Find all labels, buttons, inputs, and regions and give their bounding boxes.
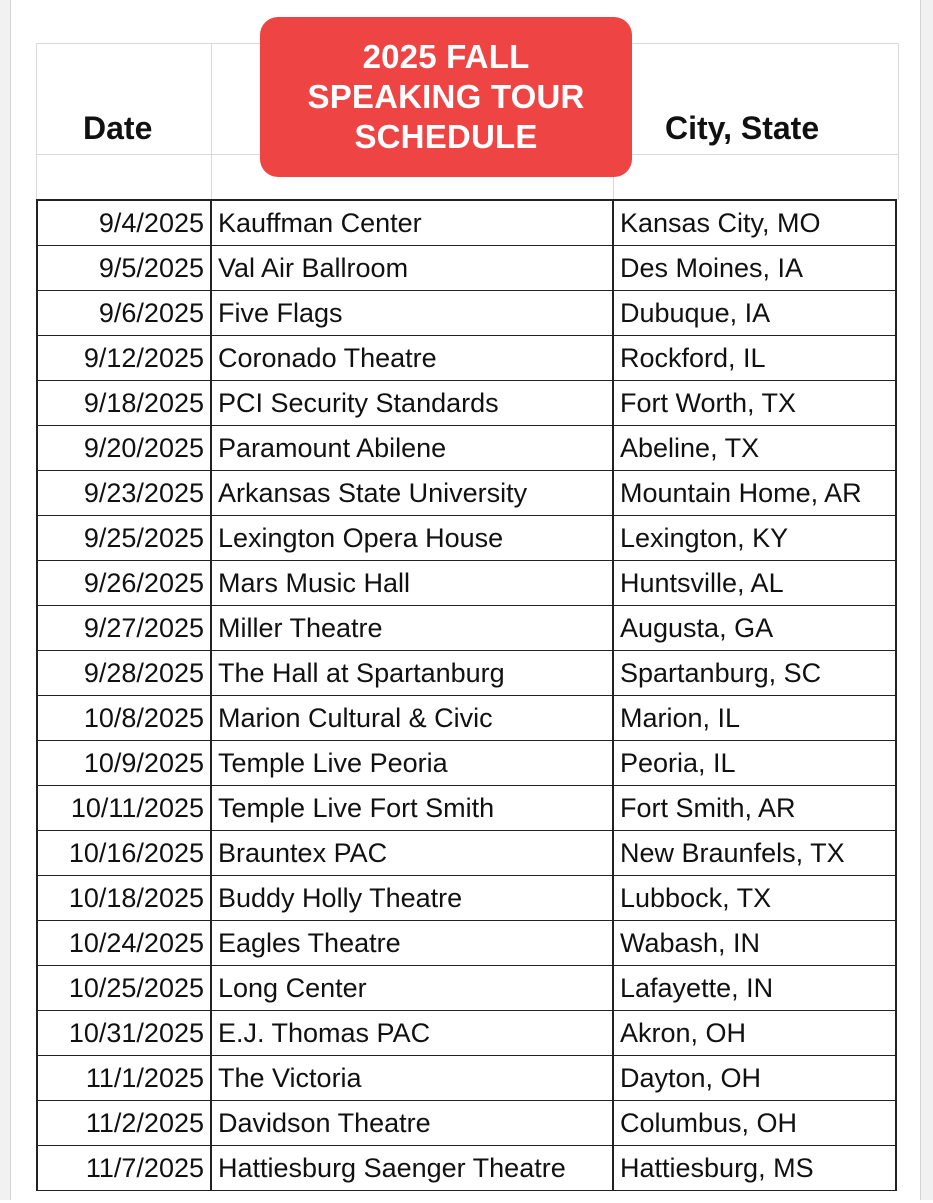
venue-cell: Val Air Ballroom — [212, 246, 614, 290]
city-state-cell: Rockford, IL — [620, 343, 766, 373]
table-row — [36, 966, 897, 1011]
table-row — [36, 831, 897, 876]
venue-cell: Brauntex PAC — [212, 831, 614, 875]
city-state-cell: New Braunfels, TX — [620, 838, 845, 868]
table-row — [36, 786, 897, 831]
date-cell: 10/18/2025 — [38, 876, 212, 920]
table-row — [36, 696, 897, 741]
venue-cell: Paramount Abilene — [212, 426, 614, 470]
city-state-cell: Spartanburg, SC — [620, 658, 822, 688]
city-state-cell: Peoria, IL — [620, 748, 736, 778]
schedule-table — [36, 199, 897, 1191]
city-state-cell: Huntsville, AL — [620, 568, 784, 598]
venue-cell: Temple Live Peoria — [212, 741, 614, 785]
title-banner — [260, 17, 632, 177]
table-row — [36, 876, 897, 921]
banner-line-1: 2025 FALL — [362, 38, 530, 75]
header-date: Date — [83, 110, 153, 146]
banner-line-3: SCHEDULE — [354, 118, 538, 155]
city-state-cell: Columbus, OH — [620, 1108, 798, 1138]
city-state-cell: Des Moines, IA — [620, 253, 804, 283]
venue-cell: Hattiesburg Saenger Theatre — [212, 1146, 614, 1190]
venue-cell: Eagles Theatre — [212, 921, 614, 965]
date-cell: 11/2/2025 — [38, 1101, 212, 1145]
city-state-cell: Fort Worth, TX — [620, 388, 797, 418]
city-state-cell: Lubbock, TX — [620, 883, 772, 913]
table-row — [36, 1101, 897, 1146]
venue-cell: Five Flags — [212, 291, 614, 335]
banner-line-2: SPEAKING TOUR — [307, 78, 585, 115]
date-cell: 9/27/2025 — [38, 606, 212, 650]
date-cell: 9/20/2025 — [38, 426, 212, 470]
date-cell: 9/12/2025 — [38, 336, 212, 380]
city-state-cell: Abeline, TX — [620, 433, 760, 463]
city-state-cell: Lexington, KY — [620, 523, 789, 553]
table-row — [36, 1056, 897, 1101]
table-row — [36, 426, 897, 471]
venue-cell: Coronado Theatre — [212, 336, 614, 380]
city-state-cell: Kansas City, MO — [620, 208, 821, 238]
table-row — [36, 516, 897, 561]
date-cell: 10/31/2025 — [38, 1011, 212, 1055]
right-frame — [920, 0, 933, 1200]
venue-cell: Buddy Holly Theatre — [212, 876, 614, 920]
venue-cell: E.J. Thomas PAC — [212, 1011, 614, 1055]
city-state-cell: Hattiesburg, MS — [620, 1153, 814, 1183]
table-row — [36, 201, 897, 246]
date-cell: 9/28/2025 — [38, 651, 212, 695]
date-cell: 9/4/2025 — [38, 201, 212, 245]
city-state-cell: Wabash, IN — [620, 928, 761, 958]
schedule-sheet — [36, 43, 897, 1203]
table-row — [36, 606, 897, 651]
table-row — [36, 336, 897, 381]
date-cell: 10/24/2025 — [38, 921, 212, 965]
venue-cell: The Hall at Spartanburg — [212, 651, 614, 695]
table-row — [36, 246, 897, 291]
city-state-cell: Dayton, OH — [620, 1063, 762, 1093]
date-cell: 10/9/2025 — [38, 741, 212, 785]
date-cell: 9/26/2025 — [38, 561, 212, 605]
venue-cell: Long Center — [212, 966, 614, 1010]
city-state-cell: Akron, OH — [620, 1018, 747, 1048]
venue-cell: Kauffman Center — [212, 201, 614, 245]
city-state-cell: Marion, IL — [620, 703, 741, 733]
city-state-cell: Lafayette, IN — [620, 973, 774, 1003]
left-frame — [0, 0, 11, 1200]
date-cell: 10/8/2025 — [38, 696, 212, 740]
venue-cell: Marion Cultural & Civic — [212, 696, 614, 740]
table-row — [36, 561, 897, 606]
date-cell: 11/7/2025 — [38, 1146, 212, 1190]
date-cell: 9/6/2025 — [38, 291, 212, 335]
venue-cell: Lexington Opera House — [212, 516, 614, 560]
venue-cell: The Victoria — [212, 1056, 614, 1100]
table-row — [36, 1011, 897, 1056]
table-row — [36, 381, 897, 426]
venue-cell: PCI Security Standards — [212, 381, 614, 425]
city-state-cell: Dubuque, IA — [620, 298, 771, 328]
venue-cell: Arkansas State University — [212, 471, 614, 515]
date-cell: 9/23/2025 — [38, 471, 212, 515]
venue-cell: Mars Music Hall — [212, 561, 614, 605]
date-cell: 10/16/2025 — [38, 831, 212, 875]
table-row — [36, 921, 897, 966]
date-cell: 11/1/2025 — [38, 1056, 212, 1100]
table-row — [36, 1146, 897, 1191]
header-city-state: City, State — [665, 110, 820, 146]
venue-cell: Temple Live Fort Smith — [212, 786, 614, 830]
date-cell: 10/11/2025 — [38, 786, 212, 830]
date-cell: 9/5/2025 — [38, 246, 212, 290]
table-row — [36, 471, 897, 516]
table-row — [36, 651, 897, 696]
city-state-cell: Fort Smith, AR — [620, 793, 796, 823]
city-state-cell: Mountain Home, AR — [620, 478, 862, 508]
venue-cell: Davidson Theatre — [212, 1101, 614, 1145]
table-row — [36, 291, 897, 336]
venue-cell: Miller Theatre — [212, 606, 614, 650]
table-row — [36, 741, 897, 786]
date-cell: 10/25/2025 — [38, 966, 212, 1010]
date-cell: 9/18/2025 — [38, 381, 212, 425]
date-cell: 9/25/2025 — [38, 516, 212, 560]
city-state-cell: Augusta, GA — [620, 613, 774, 643]
